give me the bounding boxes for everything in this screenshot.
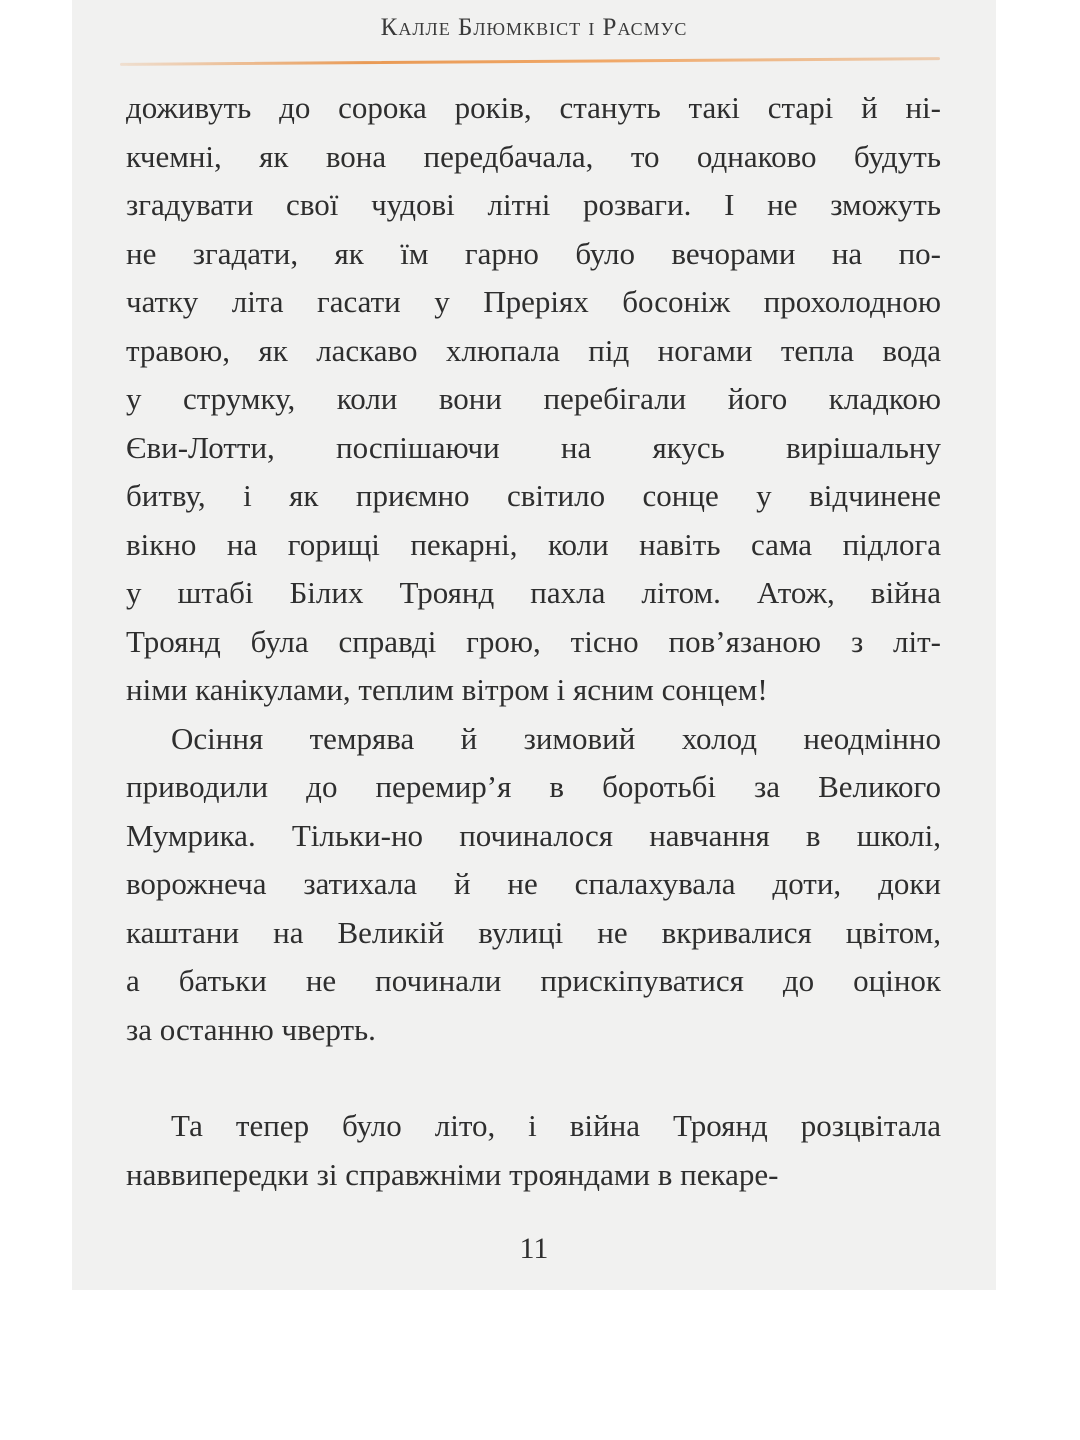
text-line: Та тепер було літо, і війна Троянд розцвітала <box>171 1108 941 1143</box>
text-line: Осіння темрява й зимовий холод неодмінно <box>171 720 941 756</box>
text-line: а батьки не починали прискіпуватися до оцінок <box>126 963 941 998</box>
text-line: не згадати, як їм гарно було вечорами на по- <box>126 235 941 271</box>
body-text <box>126 84 941 1199</box>
text-line: наввипередки зі справжніми трояндами в пекаре- <box>126 1156 779 1192</box>
text-line: Троянд була справді грою, тісно пов’язаною з літ- <box>126 623 941 659</box>
text-line: за останню чверть. <box>126 1011 376 1047</box>
text-line: у штабі Білих Троянд пахла літом. Атож, війна <box>126 575 941 610</box>
header-rule <box>120 57 940 66</box>
paragraph <box>126 1102 941 1199</box>
text-line: у струмку, коли вони перебігали його кладкою <box>126 381 941 416</box>
text-line: травою, як ласкаво хлюпала під ногами тепла вода <box>126 332 941 368</box>
text-line: доживуть до сорока років, стануть такі старі й ні- <box>126 90 941 125</box>
text-line: кчемні, як вона передбачала, то однаково будуть <box>126 138 941 174</box>
text-line: Єви-Лотти, поспішаючи на якусь вирішальну <box>126 429 941 465</box>
text-line: каштани на Великій вулиці не вкривалися цвітом, <box>126 914 941 950</box>
text-line: Мумрика. Тільки-но починалося навчання в школі, <box>126 817 941 853</box>
text-line: ворожнеча затихала й не спалахувала доти, доки <box>126 866 941 901</box>
page-number: 11 <box>519 1232 549 1265</box>
text-line: вікно на горищі пекарні, коли навіть сама підлога <box>126 526 941 562</box>
text-line: чатку літа гасати у Преріях босоніж прохолодною <box>126 284 941 319</box>
text-line: згадувати свої чудові літні розваги. І не зможуть <box>126 187 941 222</box>
paragraph-gap <box>126 1054 941 1102</box>
book-page <box>72 0 996 1290</box>
text-line: приводили до перемир’я в боротьбі за Великого <box>126 769 941 804</box>
paragraph <box>126 715 941 1055</box>
paragraph <box>126 84 941 715</box>
text-line: німи канікулами, теплим вітром і ясним сонцем! <box>126 672 768 707</box>
running-header: Калле Блюмквіст і Расмус <box>380 14 688 41</box>
text-line: битву, і як приємно світило сонце у відчинене <box>126 478 941 513</box>
